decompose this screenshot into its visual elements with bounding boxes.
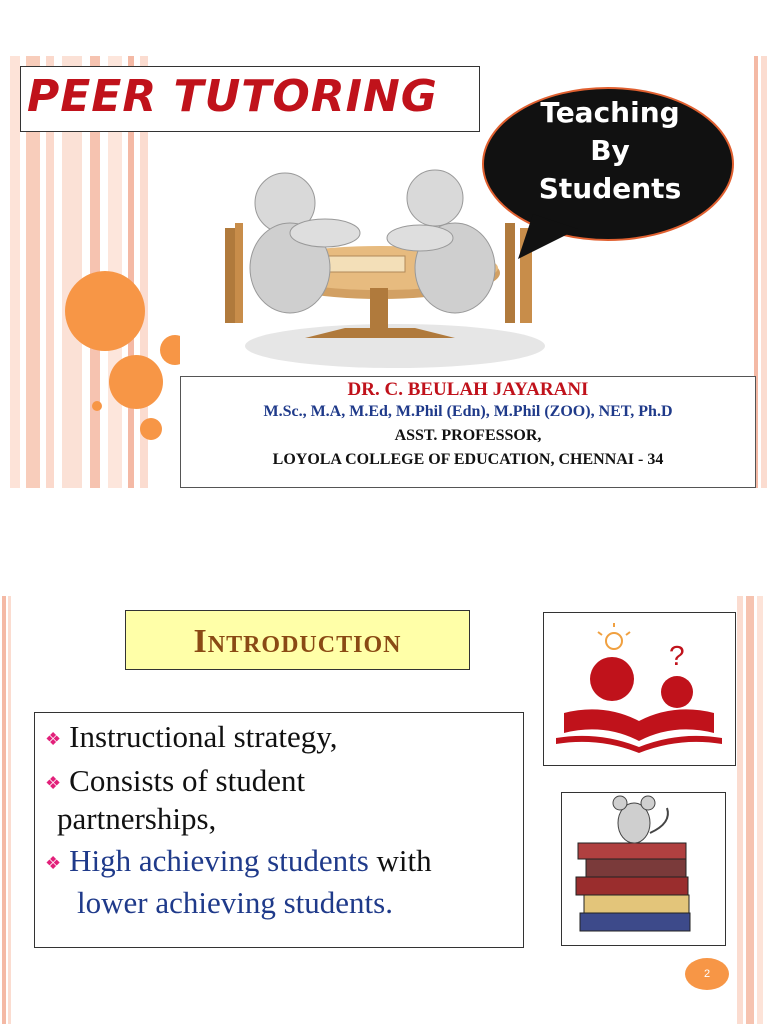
mouse-on-books-icon	[562, 793, 725, 945]
books-mouse-image-box	[561, 792, 726, 946]
diamond-bullet-icon: ❖	[45, 773, 62, 794]
bullet-2-continuation: partnerships,	[57, 801, 217, 836]
author-info-box	[180, 376, 756, 488]
diamond-bullet-icon: ❖	[45, 853, 62, 874]
title-box	[20, 66, 480, 132]
left-stripe-decoration	[0, 596, 12, 1024]
diamond-bullet-icon: ❖	[45, 729, 62, 750]
slide-heading: Introduction	[193, 623, 402, 660]
bullet-1: ❖ Instructional strategy,	[45, 719, 338, 754]
reading-book-idea-icon	[544, 613, 735, 765]
author-degrees: M.Sc., M.A, M.Ed, M.Phil (Edn), M.Phil (ZOO), NET, Ph.D	[263, 403, 673, 420]
right-stripe-decoration	[735, 596, 768, 1024]
bubble-line-2: By	[590, 134, 630, 167]
page-number: 2	[685, 958, 729, 990]
heading-box	[125, 610, 470, 670]
bullet-3-continuation: lower achieving students.	[77, 885, 393, 920]
bullet-3: ❖ High achieving students with	[45, 843, 432, 878]
bubble-line-3: Students	[538, 172, 682, 205]
reading-book-image-box	[543, 612, 736, 766]
author-institution: LOYOLA COLLEGE OF EDUCATION, CHENNAI - 34	[272, 451, 664, 468]
bullet-2: ❖ Consists of student	[45, 763, 306, 798]
svg-text:?: ?	[669, 640, 685, 671]
slide-title: PEER TUTORING	[27, 71, 438, 122]
author-position: ASST. PROFESSOR,	[394, 427, 542, 444]
bubble-line-1: Teaching	[540, 96, 680, 129]
orange-circles-decoration	[40, 266, 180, 488]
bullet-box	[34, 712, 524, 948]
introduction-slide	[0, 596, 768, 1024]
title-slide	[0, 56, 768, 488]
author-name: DR. C. BEULAH JAYARANI	[347, 379, 589, 400]
